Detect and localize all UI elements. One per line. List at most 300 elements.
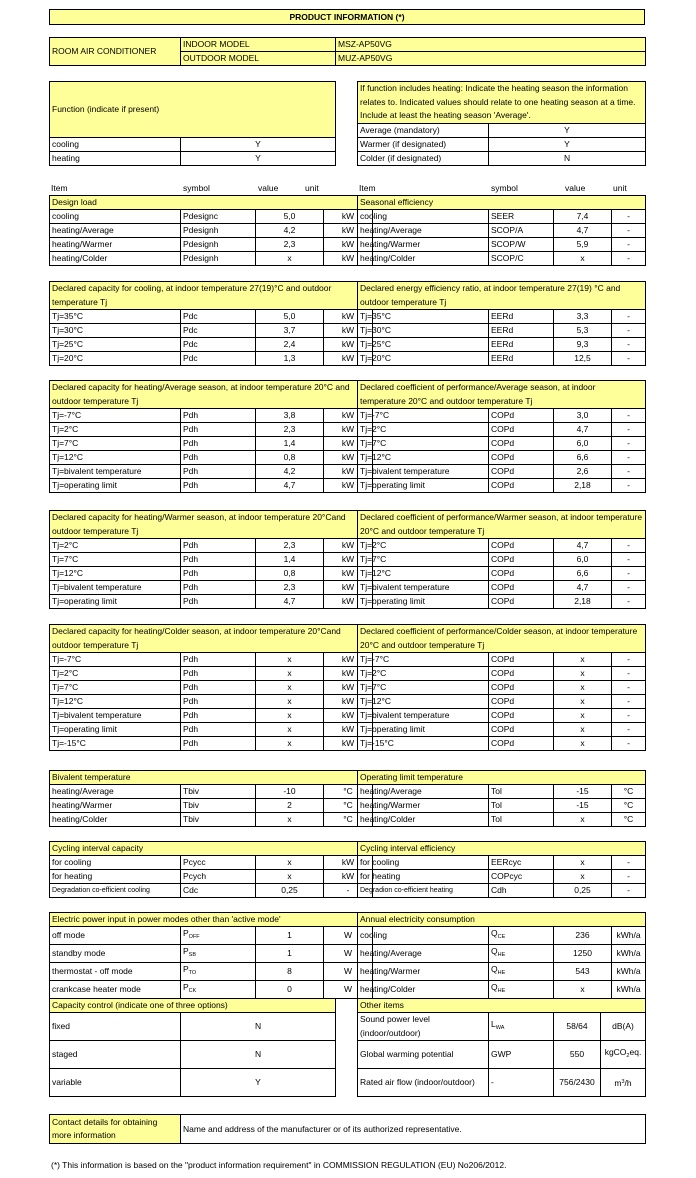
row-symbol: COPd [489,553,554,567]
section-title: Declared coefficient of performance/Colder season, at indoor temperature 20°C and outdoor temperature Tj [358,625,646,653]
table-row [358,224,646,238]
row-symbol: Pdh [181,681,256,695]
row-item: Tj=-7°C [358,409,489,423]
symbol-main: Q [491,964,498,974]
row-unit: - [612,324,646,338]
warmer-cop-table [357,510,646,609]
section-title-row [50,842,373,856]
gwp-label: Global warming potential [358,1041,489,1069]
row-unit: kW [324,595,373,609]
row-value: 2,3 [256,238,324,252]
row-value: x [256,870,324,884]
table-row [50,856,373,870]
symbol-main: Q [491,928,498,938]
row-unit: - [612,884,646,898]
row-unit: kW [324,667,373,681]
row-unit: - [612,709,646,723]
table-row [358,667,646,681]
section-title-row [358,282,646,310]
row-unit: - [612,595,646,609]
row-value: 4,7 [554,423,612,437]
row-item: Tj=operating limit [358,723,489,737]
row-symbol: Pdh [181,553,256,567]
row-item: for heating [358,870,489,884]
row-value: 6,0 [554,437,612,451]
row-symbol: Pdh [181,465,256,479]
row-item: thermostat - off mode [50,963,181,981]
row-symbol: Pdh [181,581,256,595]
row-unit: - [612,737,646,751]
row-unit: kW [324,338,373,352]
row-value: 543 [554,963,612,981]
section-title: Declared capacity for cooling, at indoor temperature 27(19)°C and outdoor temperature Tj [50,282,373,310]
symbol-sub: CK [188,988,197,994]
row-value: x [256,695,324,709]
function-rows-row [50,152,336,166]
airflow-label: Rated air flow (indoor/outdoor) [358,1069,489,1097]
outdoor-model: MUZ-AP50VG [336,52,646,66]
row-value: -15 [554,799,612,813]
airflow-value: 756/2430 [554,1069,601,1097]
row-label: Colder (if designated) [358,151,489,165]
row-value: 0,25 [554,884,612,898]
symbol-sub: HE [497,988,506,994]
row-item: Tj=20°C [50,352,181,366]
row-item: heating/Colder [50,252,181,266]
table-row [358,963,646,981]
row-unit: kW [324,567,373,581]
row-item: cooling [358,927,489,945]
col-item-right: Item [359,183,376,193]
row-item: Tj=-7°C [50,653,181,667]
row-unit: - [612,238,646,252]
row-value: 1 [256,945,324,963]
table-row [50,539,373,553]
row-unit: kW [324,653,373,667]
table-row [50,210,373,224]
table-row [50,737,373,751]
table-row [358,870,646,884]
section-title-row [358,511,646,539]
section-title-row [50,511,373,539]
bivalent-table [49,770,373,827]
table-row [358,553,646,567]
row-unit: kWh/a [612,981,646,999]
col-symbol-right: symbol [491,183,518,193]
row-value: 0 [256,981,324,999]
row-item: Tj=bivalent temperature [358,581,489,595]
row-item: heating/Warmer [50,799,181,813]
row-unit: - [324,884,373,898]
row-value: N [489,151,646,165]
outdoor-label: OUTDOOR MODEL [181,52,336,66]
row-unit: - [612,310,646,324]
row-value: x [554,737,612,751]
row-unit: °C [612,799,646,813]
row-symbol: Pdh [181,437,256,451]
row-value: 9,3 [554,338,612,352]
row-item: heating/Average [358,785,489,799]
row-symbol: EERd [489,310,554,324]
table-row [50,963,373,981]
row-value: 5,9 [554,238,612,252]
section-title: Bivalent temperature [50,771,373,785]
row-item: Degradation co-efficient cooling [50,884,181,898]
section-title-row [50,282,373,310]
row-value: x [554,856,612,870]
table-row [358,723,646,737]
section-title-row [50,625,373,653]
row-value: 1 [256,927,324,945]
row-symbol: Pdh [181,595,256,609]
row-value: 2,18 [554,479,612,493]
row-symbol [181,927,256,945]
row-label: Average (mandatory) [358,123,489,137]
sound-symbol: $L_{WA}$ [489,1013,554,1041]
table-row [358,238,646,252]
capctrl-value: Y [181,1069,336,1097]
row-unit: kW [324,581,373,595]
row-value: 4,7 [554,539,612,553]
table-row [358,409,646,423]
section-title-row [358,842,646,856]
capacity-control-title: Capacity control (indicate one of three options) [50,999,336,1013]
row-value: 6,6 [554,451,612,465]
row-item: Tj=-7°C [50,409,181,423]
row-value: Y [181,152,336,166]
row-symbol: Pdesignc [181,210,256,224]
row-unit: - [612,539,646,553]
row-symbol: Pdh [181,451,256,465]
row-value: 2,3 [256,581,324,595]
row-item: Tj=30°C [358,324,489,338]
row-symbol: Pdesignh [181,224,256,238]
cycling-efficiency-table [357,841,646,898]
row-symbol: COPd [489,465,554,479]
row-item: cooling [358,210,489,224]
capctrl-value: N [181,1041,336,1069]
row-unit: kW [324,539,373,553]
row-value: 12,5 [554,352,612,366]
symbol-sub: TO [188,970,197,976]
other-items-title: Other items [358,999,646,1013]
row-item: Tj=12°C [358,695,489,709]
row-item: Tj=12°C [50,567,181,581]
section-title: Design load [50,196,373,210]
row-symbol: COPd [489,437,554,451]
section-title-row [50,381,373,409]
section-title-row [50,196,373,210]
row-value: x [554,870,612,884]
section-title-row [358,381,646,409]
row-unit: kW [324,352,373,366]
row-symbol [489,927,554,945]
row-value: x [256,681,324,695]
row-item: Tj=30°C [50,324,181,338]
row-symbol: COPd [489,567,554,581]
contact-label: Contact details for obtaining more information [50,1115,181,1144]
row-value: 1,4 [256,437,324,451]
section-title-row [358,771,646,785]
season-rows-row [358,151,646,165]
row-symbol: COPd [489,423,554,437]
row-item: Tj=2°C [358,667,489,681]
row-symbol: Pdh [181,479,256,493]
row-symbol: SEER [489,210,554,224]
row-unit: W [324,945,373,963]
row-symbol: COPd [489,581,554,595]
row-item: Tj=bivalent temperature [50,581,181,595]
row-unit: kWh/a [612,927,646,945]
row-unit: - [612,653,646,667]
row-symbol: COPd [489,539,554,553]
row-unit: kW [324,681,373,695]
row-value: -15 [554,785,612,799]
table-row [358,423,646,437]
row-item: heating/Warmer [358,799,489,813]
row-symbol [181,963,256,981]
table-row [50,695,373,709]
row-symbol: Pdh [181,709,256,723]
function-table [49,81,336,166]
row-unit: - [612,437,646,451]
row-symbol: Pdh [181,667,256,681]
row-unit: kW [324,465,373,479]
row-symbol [181,945,256,963]
row-item: Tj=7°C [358,681,489,695]
row-unit: W [324,981,373,999]
row-item: Tj=operating limit [358,479,489,493]
indoor-model: MSZ-AP50VG [336,38,646,52]
row-value: 4,7 [554,224,612,238]
row-unit: kW [324,695,373,709]
table-row [358,799,646,813]
row-item: Tj=operating limit [50,723,181,737]
cooling-capacity-table [49,281,373,366]
row-symbol [181,981,256,999]
table-row [358,581,646,595]
row-item: crankcase heater mode [50,981,181,999]
table-row [358,324,646,338]
row-symbol: Pdh [181,539,256,553]
table-row [50,785,373,799]
row-item: Tj=2°C [358,539,489,553]
table-row [50,437,373,451]
table-row [50,927,373,945]
table-row [358,465,646,479]
section-title: Declared energy efficiency ratio, at indoor temperature 27(19) °C and outdoor temperature Tj [358,282,646,310]
row-value: 2,18 [554,595,612,609]
table-row [50,681,373,695]
row-unit: - [612,465,646,479]
row-value: x [256,667,324,681]
gwp-value: 550 [554,1041,601,1069]
row-value: 4,2 [256,465,324,479]
row-unit: - [612,681,646,695]
row-value: 1,3 [256,352,324,366]
row-item: Tj=7°C [50,681,181,695]
row-item: Tj=bivalent temperature [50,709,181,723]
row-symbol: Pdesignh [181,238,256,252]
row-unit: - [612,667,646,681]
row-value: 3,7 [256,324,324,338]
row-symbol: Pdc [181,338,256,352]
table-row [358,479,646,493]
table-row [358,695,646,709]
row-unit: kW [324,553,373,567]
row-item: Tj=35°C [50,310,181,324]
table-row [50,465,373,479]
row-unit: - [612,695,646,709]
row-item: heating/Warmer [358,238,489,252]
row-value: -10 [256,785,324,799]
contact-value: Name and address of the manufacturer or of its authorized representative. [181,1115,646,1144]
row-unit: kW [324,423,373,437]
row-item: Tj=operating limit [358,595,489,609]
row-symbol: Tol [489,799,554,813]
gwp-unit: kgCO$_2$eq. [601,1041,646,1069]
seasonal-efficiency-table [357,195,646,266]
sound-value: 58/64 [554,1013,601,1041]
row-label: heating [50,152,181,166]
table-row [358,884,646,898]
capctrl-item: variable [50,1069,181,1097]
table-row [358,338,646,352]
row-item: standby mode [50,945,181,963]
row-item: Tj=7°C [50,437,181,451]
row-item: heating/Warmer [50,238,181,252]
table-row [50,310,373,324]
section-title: Cycling interval capacity [50,842,373,856]
row-unit: kW [324,723,373,737]
table-row [358,210,646,224]
average-cop-table [357,380,646,493]
table-row [358,856,646,870]
table-row [358,310,646,324]
table-row [50,252,373,266]
row-value: 3,8 [256,409,324,423]
row-value: 2,3 [256,539,324,553]
row-symbol: SCOP/W [489,238,554,252]
col-unit-left: unit [305,183,319,193]
row-item: heating/Warmer [358,963,489,981]
row-item: cooling [50,210,181,224]
row-unit: °C [324,785,373,799]
row-unit: - [612,252,646,266]
table-row [50,338,373,352]
row-item: heating/Colder [50,813,181,827]
row-item: Tj=2°C [50,667,181,681]
row-value: x [554,653,612,667]
row-value: x [256,653,324,667]
row-unit: kW [324,252,373,266]
table-row [50,709,373,723]
row-symbol [489,945,554,963]
table-row [50,945,373,963]
symbol-main: Q [491,982,498,992]
symbol-main: P [183,946,189,956]
table-row [358,595,646,609]
section-title: Electric power input in power modes other than 'active mode' [50,913,373,927]
table-row [358,709,646,723]
table-row [358,945,646,963]
table-row [50,324,373,338]
season-rows-row [358,123,646,137]
row-item: Tj=12°C [358,451,489,465]
colder-cop-table [357,624,646,751]
row-unit: kW [324,224,373,238]
row-symbol: Pdesignh [181,252,256,266]
page-title: PRODUCT INFORMATION (*) [50,10,645,25]
table-row [358,437,646,451]
capctrl-item: fixed [50,1013,181,1041]
row-symbol: Tbiv [181,799,256,813]
row-symbol: Pdh [181,653,256,667]
row-value: 1250 [554,945,612,963]
row-item: heating/Colder [358,252,489,266]
row-value: Y [489,123,646,137]
row-unit: °C [612,813,646,827]
table-row [358,785,646,799]
row-value: 236 [554,927,612,945]
table-row [50,981,373,999]
section-title: Declared capacity for heating/Warmer season, at indoor temperature 20°Cand outdoor temperature Tj [50,511,373,539]
table-row [50,581,373,595]
row-unit: - [612,870,646,884]
row-symbol: Pdh [181,409,256,423]
symbol-sub: HE [497,970,506,976]
row-item: heating/Colder [358,813,489,827]
row-value: x [554,981,612,999]
col-item-left: Item [51,183,68,193]
row-value: x [554,667,612,681]
table-row [50,567,373,581]
row-value: x [554,695,612,709]
row-symbol: Tbiv [181,785,256,799]
row-unit: - [612,224,646,238]
row-value: x [554,813,612,827]
row-unit: - [612,479,646,493]
row-item: Tj=bivalent temperature [50,465,181,479]
table-row [358,352,646,366]
row-item: heating/Average [358,224,489,238]
section-title: Annual electricity consumption [358,913,646,927]
row-item: Tj=2°C [358,423,489,437]
row-item: Tj=12°C [358,567,489,581]
row-value: x [554,723,612,737]
row-symbol: Pdh [181,423,256,437]
gwp-symbol: GWP [489,1041,554,1069]
row-value: x [554,709,612,723]
row-item: Tj=7°C [358,437,489,451]
function-note: If function includes heating: Indicate the heating season the information relates to. Indicated values should relate to one heating season at a time. Include at least the heating season 'Average'. [358,82,646,124]
row-item: for cooling [50,856,181,870]
row-unit: - [612,409,646,423]
sound-label: Sound power level (indoor/outdoor) [358,1013,489,1041]
function-rows-row [50,138,336,152]
row-symbol: EERd [489,352,554,366]
cooling-eer-table [357,281,646,366]
row-item: Tj=7°C [358,553,489,567]
row-value: x [256,856,324,870]
table-row [50,813,373,827]
row-symbol: COPd [489,451,554,465]
design-load-table [49,195,373,266]
row-symbol: COPd [489,595,554,609]
row-unit: °C [324,813,373,827]
row-symbol: EERd [489,338,554,352]
row-value: 4,7 [256,479,324,493]
